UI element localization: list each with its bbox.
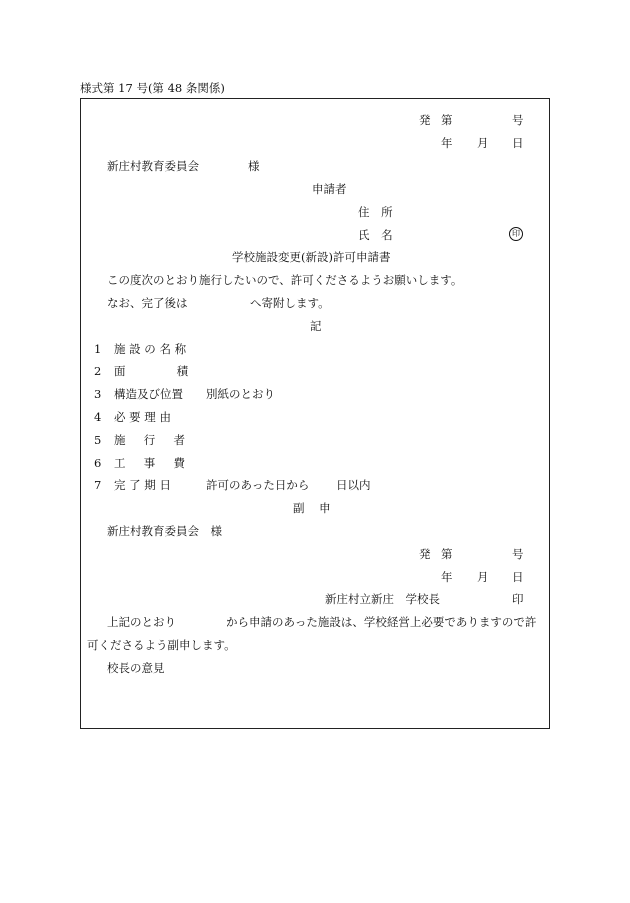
date-year: 年 [441,136,453,150]
date-day: 日 [512,136,524,150]
endorsement-body-1a: 上記のとおり [107,615,176,629]
item-label: 施 設 の 名 称 [114,342,187,356]
addressee-sama: 様 [248,159,260,173]
date-year: 年 [441,570,453,584]
school-principal: 新庄村立新庄 学校長 [325,592,440,606]
item-value: 別紙のとおり [206,387,275,401]
date-month: 月 [477,136,489,150]
address-label: 住 所 [358,205,393,219]
addressee-board: 新庄村教育委員会 [107,159,199,173]
endorsement-addressee: 新庄村教育委員会 様 [107,524,222,538]
application-body-1: この度次のとおり施行したいので、許可くださるようお願いします。 [107,273,463,287]
principal-seal: 印 [512,592,524,606]
item-label: 構造及び位置 [114,387,183,401]
name-label: 氏 名 [358,228,393,242]
doc-number-dai: 第 [441,547,453,561]
item-number: 2 [94,364,102,378]
item-number: 7 [94,478,102,492]
doc-number-dai: 第 [441,113,453,127]
principal-opinion-label: 校長の意見 [107,661,165,675]
item-label: 施 行 者 [114,433,186,447]
item-label: 完 了 期 日 [114,478,171,492]
application-body-2a: なお、完了後は [107,296,188,310]
item-number: 5 [94,433,102,447]
doc-number-hatsu: 発 [419,547,431,561]
date-day: 日 [512,570,524,584]
item-number: 3 [94,387,102,401]
date-month: 月 [477,570,489,584]
doc-number-go: 号 [512,113,524,127]
ki-label: 記 [310,319,322,333]
item-number: 1 [94,342,102,356]
doc-number-go: 号 [512,547,524,561]
item-number: 6 [94,456,102,470]
applicant-label: 申請者 [312,182,347,196]
doc-number-hatsu: 発 [419,113,431,127]
form-number: 様式第 17 号(第 48 条関係) [80,81,225,95]
seal-mark: 印 [509,227,523,241]
endorsement-body-1b: から申請のあった施設は、学校経営上必要でありますので許 [226,615,537,629]
item-label: 工 事 費 [114,456,186,470]
endorsement-title: 副 申 [293,501,331,515]
item-label: 必 要 理 由 [114,410,171,424]
application-body-2b: へ寄附します。 [250,296,330,310]
item-value: 許可のあった日から [206,478,310,492]
item-value-suffix: 日以内 [336,478,371,492]
endorsement-body-2: 可くださるよう副申します。 [87,638,236,652]
application-title: 学校施設変更(新設)許可申請書 [232,250,391,264]
item-number: 4 [94,410,102,424]
item-label: 面 積 [114,364,189,378]
